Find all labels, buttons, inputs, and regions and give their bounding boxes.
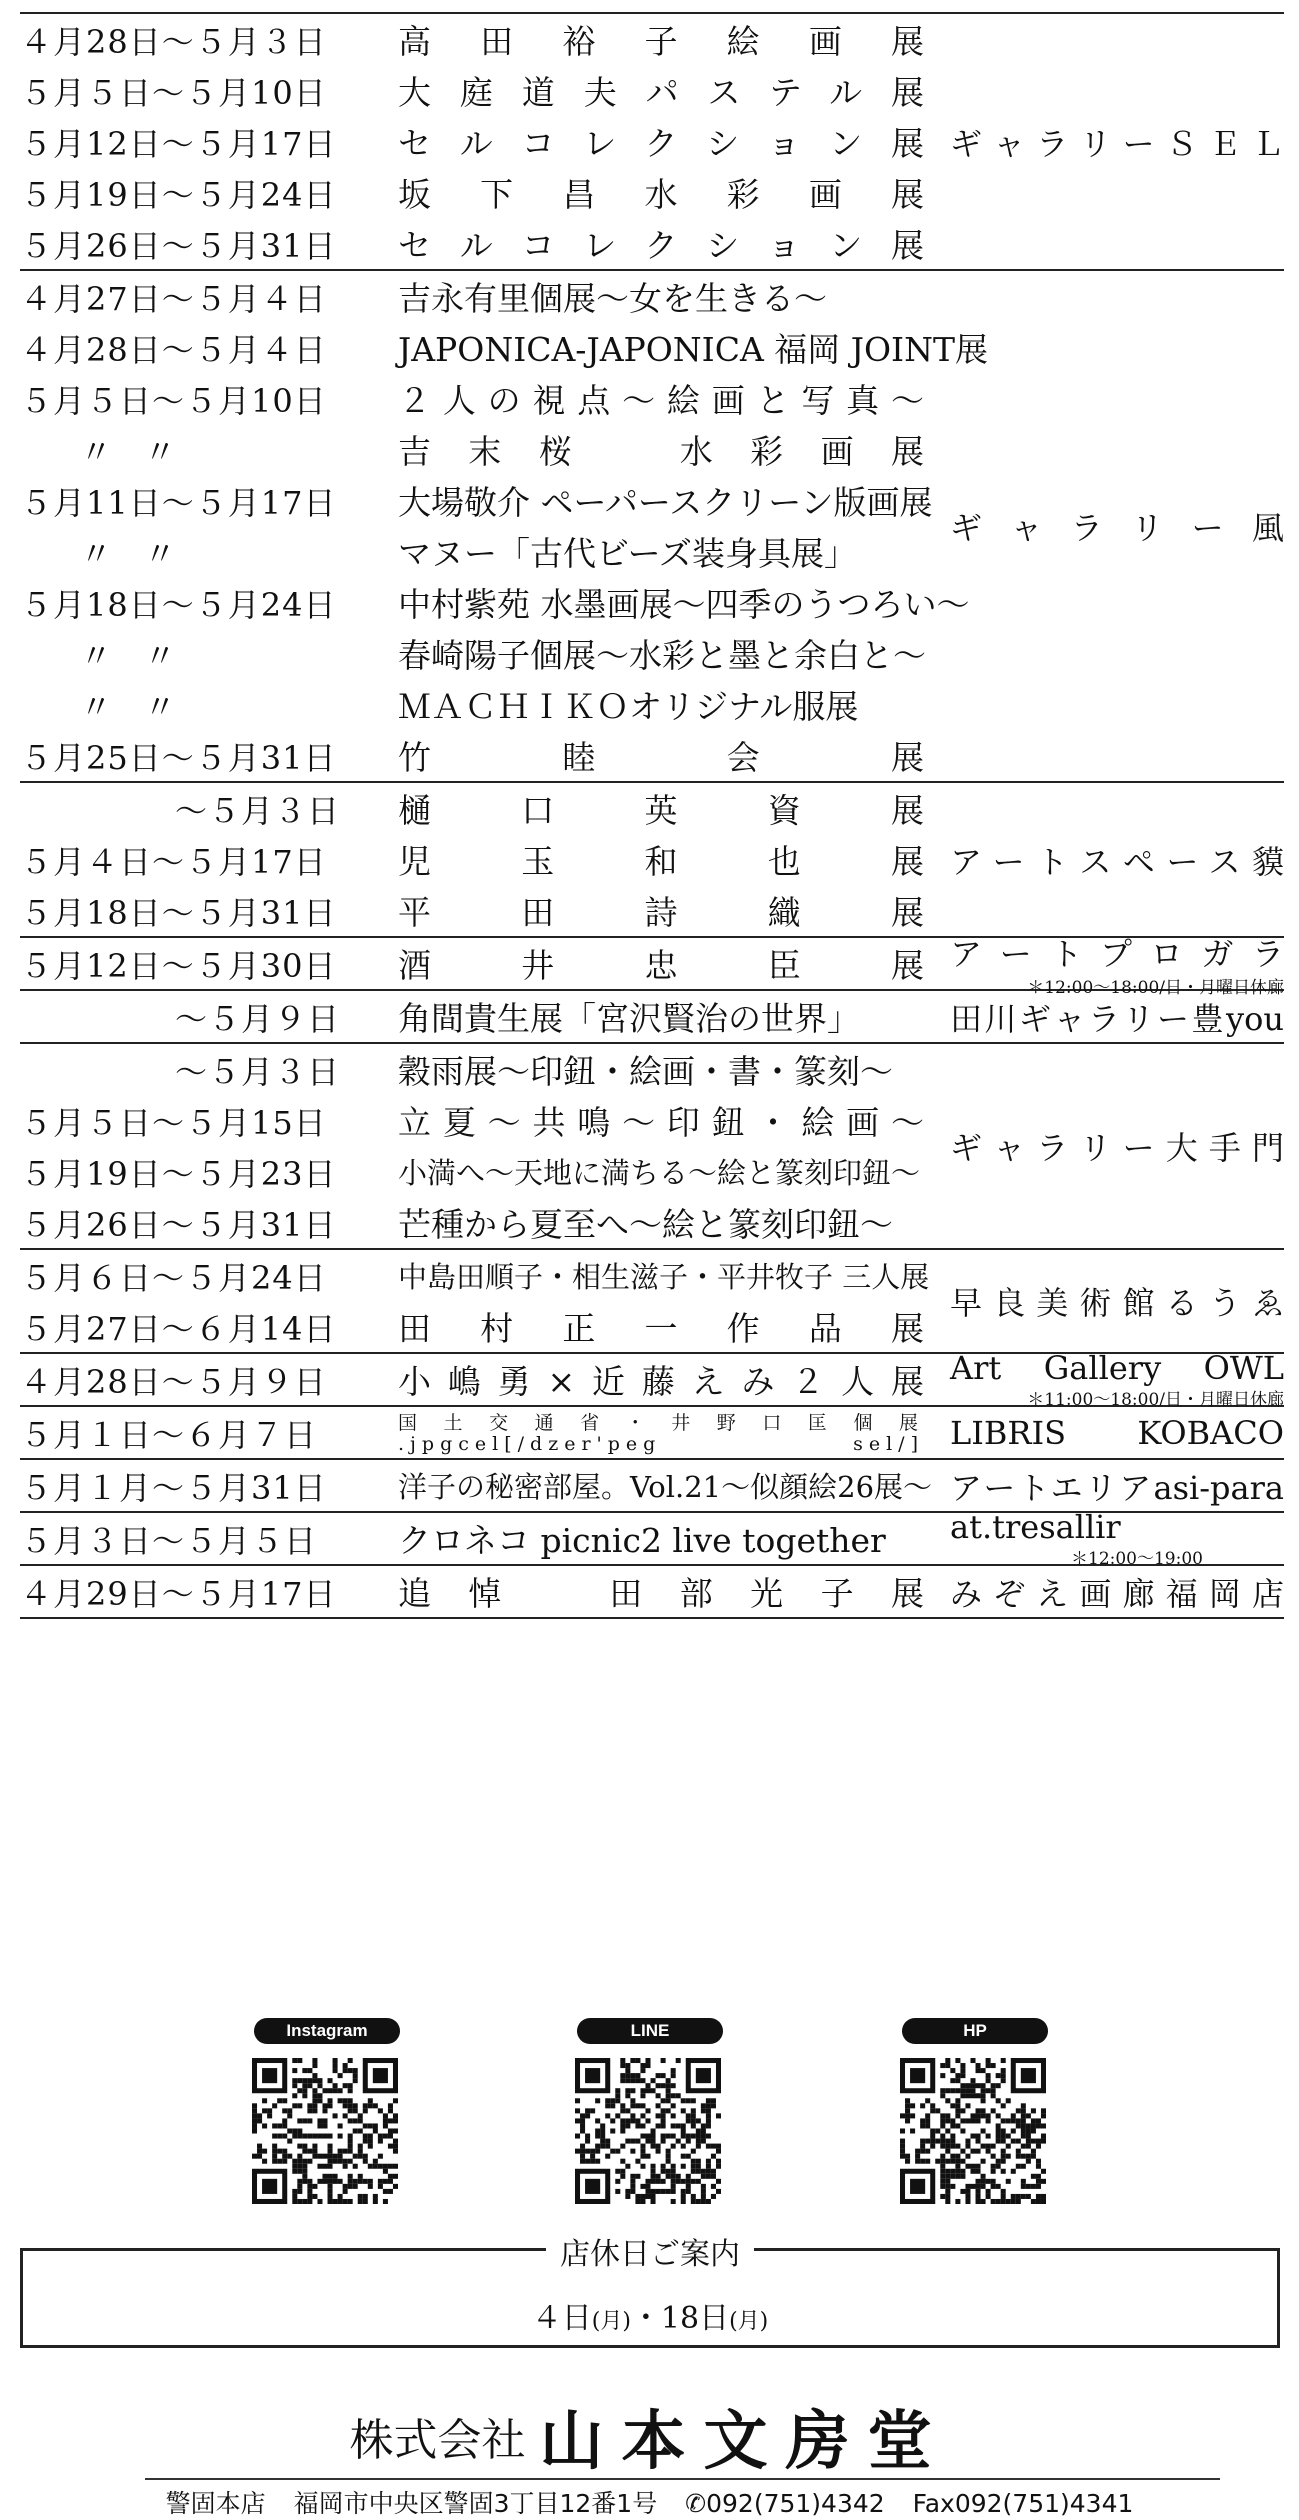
venue-name: ギャラリー大手門 <box>950 1129 1284 1167</box>
qr-line[interactable] <box>575 2018 725 2208</box>
venue-cell <box>950 783 1284 936</box>
venue-group <box>20 1460 1284 1513</box>
qr-instagram[interactable] <box>252 2018 402 2208</box>
exhibition-date: ５月１月～５月31日 <box>20 1468 327 1507</box>
exhibition-date: ５月５日～５月10日 <box>20 73 327 112</box>
exhibition-title: 穀雨展～印鈕・絵画・書・篆刻～ <box>398 1052 893 1091</box>
exhibition-date: ５月18日～５月31日 <box>20 893 337 932</box>
exhibition-title: 洋子の秘密部屋。Vol.21～似顔絵26展～ <box>398 1470 933 1504</box>
exhibition-date: ５月５日～５月15日 <box>20 1103 327 1142</box>
venue-name: 早良美術館るうゑ <box>950 1284 1284 1322</box>
exhibition-date: ５月25日～５月31日 <box>20 738 337 777</box>
exhibition-date: ５月６日～５月24日 <box>20 1258 327 1297</box>
exhibition-title: セルコレクション展 <box>398 124 924 163</box>
exhibition-title: 小満へ～天地に満ちる～絵と篆刻印鈕～ <box>398 1156 921 1190</box>
exhibition-date: ４月29日～５月17日 <box>20 1574 337 1613</box>
venue-cell <box>950 1349 1284 1410</box>
holiday-day2: 18日 <box>660 2301 730 2336</box>
exhibition-date: 〃 〃 <box>80 636 177 675</box>
exhibition-title: 酒井忠臣展 <box>398 946 924 985</box>
venue-group <box>20 1349 1284 1410</box>
exhibition-title: 中島田順子・相生滋子・平井牧子 三人展 <box>398 1260 930 1294</box>
exhibition-date: ５月27日～６月14日 <box>20 1309 337 1348</box>
venue-group <box>20 1250 1284 1354</box>
exhibition-date: ５月12日～５月17日 <box>20 124 337 163</box>
venue-hours-note: ＊12:00～18:00/日・月曜日休廊 <box>1027 978 1284 998</box>
company-address <box>0 2484 1299 2520</box>
exhibition-date: 〃 〃 <box>80 534 177 573</box>
exhibition-date: ５月４日～５月17日 <box>20 842 327 881</box>
exhibition-title: マヌー「古代ビーズ装身具展」 <box>398 534 858 573</box>
venue-name: アートエリアasi-para <box>950 1468 1284 1507</box>
exhibition-title: 平田詩織展 <box>398 893 924 932</box>
venue-name: みぞえ画廊福岡店 <box>950 1574 1284 1613</box>
exhibition-date: ５月12日～５月30日 <box>20 946 337 985</box>
exhibition-date: ５月３日～５月５日 <box>20 1521 318 1560</box>
exhibition-date: ４月28日～５月３日 <box>20 22 327 61</box>
exhibition-schedule <box>20 12 1284 1619</box>
exhibition-date: ５月11日～５月17日 <box>20 483 337 522</box>
instagram-qr-icon <box>252 2058 398 2204</box>
venue-group <box>20 935 1284 998</box>
venue-name: ギャラリーＳＥＬ <box>950 124 1284 163</box>
exhibition-title: 児玉和也展 <box>398 842 924 881</box>
holiday-separator: ・ <box>630 2301 661 2336</box>
exhibition-title-line1: 国土交通省・井野口匡個展 <box>398 1411 924 1434</box>
exhibition-date: ５月19日～５月23日 <box>20 1154 337 1193</box>
exhibition-date: ～５月９日 <box>174 999 340 1038</box>
exhibition-date: ４月28日～５月９日 <box>20 1362 327 1401</box>
venue-group <box>20 991 1284 1044</box>
exhibition-title: 春崎陽子個展～水彩と墨と余白と～ <box>398 636 926 675</box>
exhibition-title: 立夏～共鳴～印鈕・絵画～ <box>398 1103 924 1142</box>
venue-hours-note: ＊12:00～19:00 <box>1071 1549 1203 1569</box>
venue-cell <box>950 1407 1284 1458</box>
venue-cell <box>950 1508 1284 1569</box>
exhibition-title: 吉末桜 水彩画展 <box>398 432 924 471</box>
exhibition-title: 大場敬介 ペーパースクリーン版画展 <box>398 483 933 522</box>
exhibition-title-line2: .jpgcel[/dzer'peg sel/] <box>398 1432 924 1455</box>
qr-label-line: LINE <box>577 2018 723 2044</box>
exhibition-title: 坂下昌水彩画展 <box>398 175 924 214</box>
venue-cell <box>950 1250 1284 1352</box>
exhibition-date: ５月18日～５月24日 <box>20 585 337 624</box>
exhibition-title: 高田裕子絵画展 <box>398 22 924 61</box>
venue-name: at.tresallir <box>950 1508 1121 1546</box>
venue-group <box>20 1566 1284 1619</box>
footer-divider <box>145 2478 1220 2480</box>
qr-label-hp: HP <box>902 2018 1048 2044</box>
exhibition-title: 田村正一作品展 <box>398 1309 924 1348</box>
company-prefix: 株式会社 <box>349 2415 526 2466</box>
venue-group <box>20 1407 1284 1460</box>
venue-cell <box>950 271 1284 781</box>
exhibition-date: ５月１日～６月７日 <box>20 1415 318 1454</box>
holiday-title: 店休日ご案内 <box>546 2229 754 2273</box>
exhibition-title: ２人の視点～絵画と写真～ <box>398 381 924 420</box>
exhibition-date: ４月28日～５月４日 <box>20 330 327 369</box>
exhibition-date: ５月５日～５月10日 <box>20 381 327 420</box>
venue-cell <box>950 1044 1284 1248</box>
venue-cell <box>950 14 1284 269</box>
exhibition-title: ＭＡＣＨＩＫＯオリジナル服展 <box>398 687 859 726</box>
holiday-day1-weekday: (月) <box>591 2309 631 2334</box>
exhibition-title: 中村紫苑 水墨画展～四季のうつろい～ <box>398 585 970 624</box>
venue-name: 田川ギャラリー豊you <box>950 999 1284 1038</box>
qr-code-section <box>0 2018 1299 2208</box>
exhibition-title: 竹睦会展 <box>398 738 924 777</box>
exhibition-title: 大庭道夫パステル展 <box>398 73 924 112</box>
venue-group <box>20 14 1284 271</box>
venue-name: LIBRIS KOBACO <box>950 1413 1284 1452</box>
qr-label-instagram: Instagram <box>254 2018 400 2044</box>
exhibition-title: クロネコ picnic2 live together <box>398 1521 886 1560</box>
venue-group <box>20 271 1284 783</box>
venue-name: アートプロガラ <box>950 935 1284 973</box>
exhibition-date: ～５月３日 <box>174 791 340 830</box>
address-tel[interactable]: ✆092(751)4342 <box>685 2489 885 2518</box>
venue-name: ギャラリー風 <box>950 509 1284 547</box>
venue-name: Art Gallery OWL <box>950 1349 1284 1387</box>
exhibition-date: ５月26日～５月31日 <box>20 226 337 265</box>
holiday-day1: ４日 <box>531 2301 592 2336</box>
venue-hours-note: ＊11:00～18:00/日・月曜日休廊 <box>1027 1390 1284 1410</box>
line-qr-icon <box>575 2058 721 2204</box>
exhibition-title: 芒種から夏至へ～絵と篆刻印鈕～ <box>398 1205 893 1244</box>
exhibition-date: 〃 〃 <box>80 432 177 471</box>
address-street: 福岡市中央区警固3丁目12番1号 <box>293 2489 658 2518</box>
exhibition-title: JAPONICA-JAPONICA 福岡 JOINT展 <box>398 330 988 369</box>
holiday-days <box>23 2293 1277 2337</box>
qr-hp[interactable] <box>900 2018 1050 2208</box>
exhibition-date: ～５月３日 <box>174 1052 340 1091</box>
exhibition-title: 角間貴生展「宮沢賢治の世界」 <box>398 999 860 1038</box>
exhibition-date: ４月27日～５月４日 <box>20 279 327 318</box>
company-logo <box>0 2390 1299 2482</box>
exhibition-title: 吉永有里個展～女を生きる～ <box>398 279 827 318</box>
exhibition-title: 樋口英資展 <box>398 791 924 830</box>
holiday-day2-weekday: (月) <box>729 2309 769 2334</box>
exhibition-date: ５月26日～５月31日 <box>20 1205 337 1244</box>
venue-group <box>20 1044 1284 1250</box>
exhibition-date: 〃 〃 <box>80 687 177 726</box>
hp-qr-icon <box>900 2058 1046 2204</box>
address-fax: Fax092(751)4341 <box>912 2489 1134 2518</box>
venue-cell <box>950 1566 1284 1617</box>
venue-group <box>20 1508 1284 1569</box>
exhibition-date: ５月19日～５月24日 <box>20 175 337 214</box>
venue-cell <box>950 935 1284 998</box>
exhibition-title: 追悼 田部光子展 <box>398 1574 924 1613</box>
company-name: 山本文房堂 <box>539 2405 950 2479</box>
address-branch: 警固本店 <box>165 2489 266 2518</box>
venue-cell <box>950 991 1284 1042</box>
venue-name: アートスペース貘 <box>950 842 1284 881</box>
venue-group <box>20 783 1284 938</box>
holiday-notice <box>20 2237 1280 2348</box>
exhibition-title <box>398 1412 924 1454</box>
exhibition-title: セルコレクション展 <box>398 226 924 265</box>
venue-cell <box>950 1460 1284 1511</box>
exhibition-title: 小嶋勇×近藤えみ２人展 <box>398 1362 924 1401</box>
